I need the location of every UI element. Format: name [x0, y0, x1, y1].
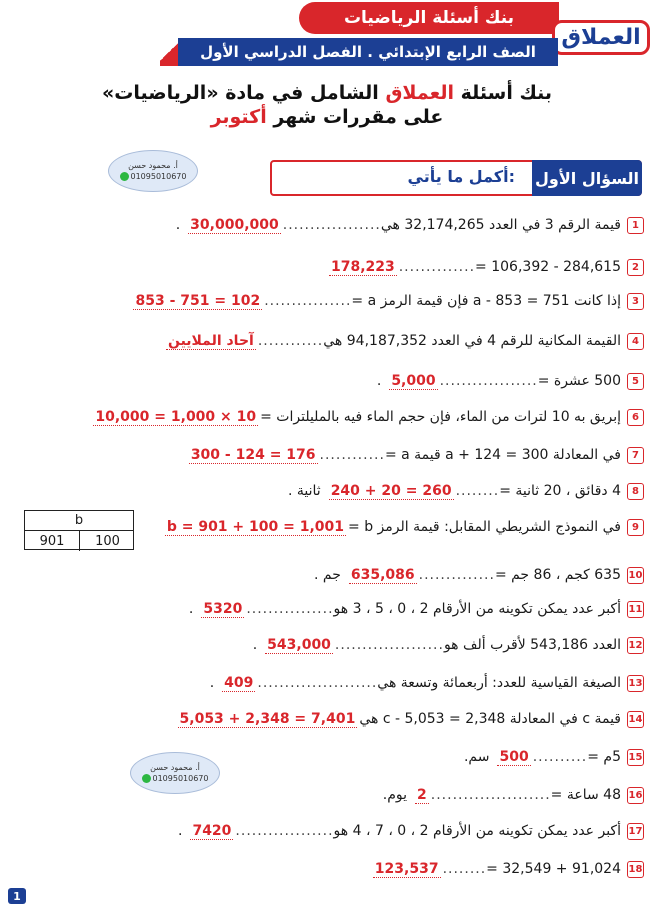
question-number: 18 [627, 861, 644, 878]
question-suffix: . [252, 637, 258, 653]
question-number: 7 [627, 447, 644, 464]
question-suffix: يوم. [382, 787, 408, 803]
title-line2-pre: على مقررات شهر [273, 106, 444, 128]
question-suffix: . [376, 373, 382, 389]
question-row [14, 288, 644, 314]
handwritten-answer: 123,537 [374, 860, 439, 877]
answer-dots: .......... [532, 749, 588, 765]
question-text: 500 عشرة = [537, 373, 621, 389]
question-text: في النموذج الشريطي المقابل: قيمة الرمز b = [348, 519, 621, 535]
question-number: 16 [627, 787, 644, 804]
handwritten-answer: 5320 [203, 600, 243, 617]
answer-dots: ............ [319, 447, 385, 463]
question-row [14, 818, 644, 844]
answer-dots: .................. [282, 217, 381, 233]
answer-dots: .................. [235, 823, 334, 839]
question-row [14, 514, 644, 540]
question-text: 635 كجم ، 86 جم = [494, 567, 621, 583]
question-suffix: . [178, 823, 183, 839]
question-suffix: . [175, 217, 181, 233]
bar-model-top: b [25, 511, 133, 531]
handwritten-answer: 2 [417, 786, 427, 803]
handwritten-answer: آحاد الملايين [167, 332, 254, 349]
question-number: 9 [627, 519, 644, 536]
question-text: أكبر عدد يمكن تكوينه من الأرقام 2 ، 0 ، 7 ، 4 هو [333, 823, 621, 839]
question-text: قيمة c في المعادلة 2,348 = 5,053 - c هي [359, 711, 621, 727]
answer-dots: ........ [455, 483, 500, 499]
grade-bar: الصف الرابع الإبتدائي . الفصل الدراسي الأول [178, 38, 558, 66]
answer-dots: .................... [334, 637, 444, 653]
question-row [14, 478, 644, 504]
question-suffix: سم. [463, 749, 490, 765]
answer-dots: ...................... [257, 675, 378, 691]
answer-dots: ...................... [430, 787, 551, 803]
whatsapp-icon [120, 172, 129, 181]
author-name: أ. محمود حسن [128, 161, 178, 170]
title-line-2 [0, 106, 654, 128]
logo [560, 6, 642, 68]
question-number: 6 [627, 409, 644, 426]
question-text: الصيغة القياسية للعدد: أربعمائة وتسعة هي [377, 675, 621, 691]
question-row [14, 706, 644, 732]
question-row [14, 670, 644, 696]
question-number: 14 [627, 711, 644, 728]
answer-dots: .............. [418, 567, 495, 583]
answer-dots: .............. [398, 259, 476, 275]
question-row [14, 632, 644, 658]
title-line1-post: الشامل في مادة «الرياضيات» [101, 82, 379, 104]
answer-dots: ........ [442, 861, 487, 877]
question-suffix: . [188, 601, 194, 617]
question-header [270, 160, 642, 196]
handwritten-answer: 178,223 [330, 258, 395, 275]
handwritten-answer: b = 901 + 100 = 1,001 [166, 518, 345, 535]
whatsapp-icon [142, 774, 151, 783]
question-number: 8 [627, 483, 644, 500]
handwritten-answer: 30,000,000 [190, 216, 279, 233]
handwritten-answer: 300 - 124 = 176 [190, 446, 316, 463]
answer-dots: ................ [246, 601, 334, 617]
question-number: 13 [627, 675, 644, 692]
question-text: 284,615 - 106,392 = [475, 259, 621, 275]
question-text: إبريق به 10 لترات من الماء، فإن حجم الماء فيه بالمليلترات = [260, 409, 621, 425]
question-row [14, 368, 644, 394]
question-number: 4 [627, 333, 644, 350]
handwritten-answer: 853 - 751 = 102 [135, 292, 261, 309]
question-text: 91,024 + 32,549 = [486, 861, 621, 877]
question-row [14, 562, 644, 588]
handwritten-answer: 500 [499, 748, 529, 765]
question-text: العدد 543,186 لأقرب ألف هو [443, 637, 621, 653]
question-text: 5م = [587, 749, 621, 765]
author-name: أ. محمود حسن [150, 763, 200, 772]
phone-number: 01095010670 [130, 172, 187, 181]
question-number: 10 [627, 567, 644, 584]
bar-model-left: 901 [25, 531, 80, 551]
author-phone [120, 172, 187, 181]
page-number: 1 [8, 888, 26, 904]
question-row [14, 744, 644, 770]
question-suffix: جم . [313, 567, 341, 583]
question-number: 1 [627, 217, 644, 234]
handwritten-answer: 5,053 + 2,348 = 7,401 [179, 710, 356, 727]
question-text: 4 دقائق ، 20 ثانية = [499, 483, 621, 499]
author-stamp [108, 150, 198, 192]
question-row [14, 328, 644, 354]
answer-dots: .................. [439, 373, 538, 389]
handwritten-answer: 10,000 = 1,000 × 10 [95, 408, 257, 425]
question-text: القيمة المكانية للرقم 4 في العدد 94,187,352 هي [323, 333, 621, 349]
title-line1-pre: بنك أسئلة [460, 82, 553, 104]
answer-dots: ............ [257, 333, 324, 349]
title-line1-accent: العملاق [385, 82, 454, 104]
question-row [14, 212, 644, 238]
author-stamp [130, 752, 220, 794]
question-number: 2 [627, 259, 644, 276]
question-instruction: أكمل ما يأتي: [407, 167, 515, 186]
question-row [14, 254, 644, 280]
handwritten-answer: 5,000 [391, 372, 436, 389]
question-suffix: . [209, 675, 215, 691]
author-phone [142, 774, 209, 783]
question-row [14, 782, 644, 808]
bar-model-right: 100 [95, 533, 120, 549]
question-number: 15 [627, 749, 644, 766]
bank-title: بنك أسئلة الرياضيات [299, 2, 559, 34]
question-text: إذا كانت 751 = a - 853 فإن قيمة الرمز a = [351, 293, 621, 309]
phone-number: 01095010670 [152, 774, 209, 783]
handwritten-answer: 7420 [192, 822, 232, 839]
logo-text: العملاق [552, 20, 649, 55]
question-text: أكبر عدد يمكن تكوينه من الأرقام 2 ، 0 ، 5 ، 3 هو [333, 601, 621, 617]
handwritten-answer: 409 [224, 674, 254, 691]
answer-dots: ................ [264, 293, 352, 309]
handwritten-answer: 543,000 [267, 636, 331, 653]
page-title [0, 82, 654, 128]
question-row [14, 596, 644, 622]
question-suffix: ثانية . [287, 483, 321, 499]
title-line2-accent: أكتوبر [210, 106, 267, 128]
question-number: 3 [627, 293, 644, 310]
question-row [14, 856, 644, 882]
handwritten-answer: 635,086 [350, 566, 415, 583]
title-line-1 [0, 82, 654, 104]
question-text: في المعادلة 300 = a + 124 قيمة a = [384, 447, 621, 463]
handwritten-answer: 240 + 20 = 260 [330, 482, 452, 499]
question-number: 17 [627, 823, 644, 840]
question-row [14, 404, 644, 430]
question-number: 11 [627, 601, 644, 618]
question-row [14, 442, 644, 468]
question-text: 48 ساعة = [550, 787, 621, 803]
question-title: السؤال الأول [532, 160, 642, 196]
question-number: 5 [627, 373, 644, 390]
question-number: 12 [627, 637, 644, 654]
question-text: قيمة الرقم 3 في العدد 32,174,265 هي [380, 217, 621, 233]
